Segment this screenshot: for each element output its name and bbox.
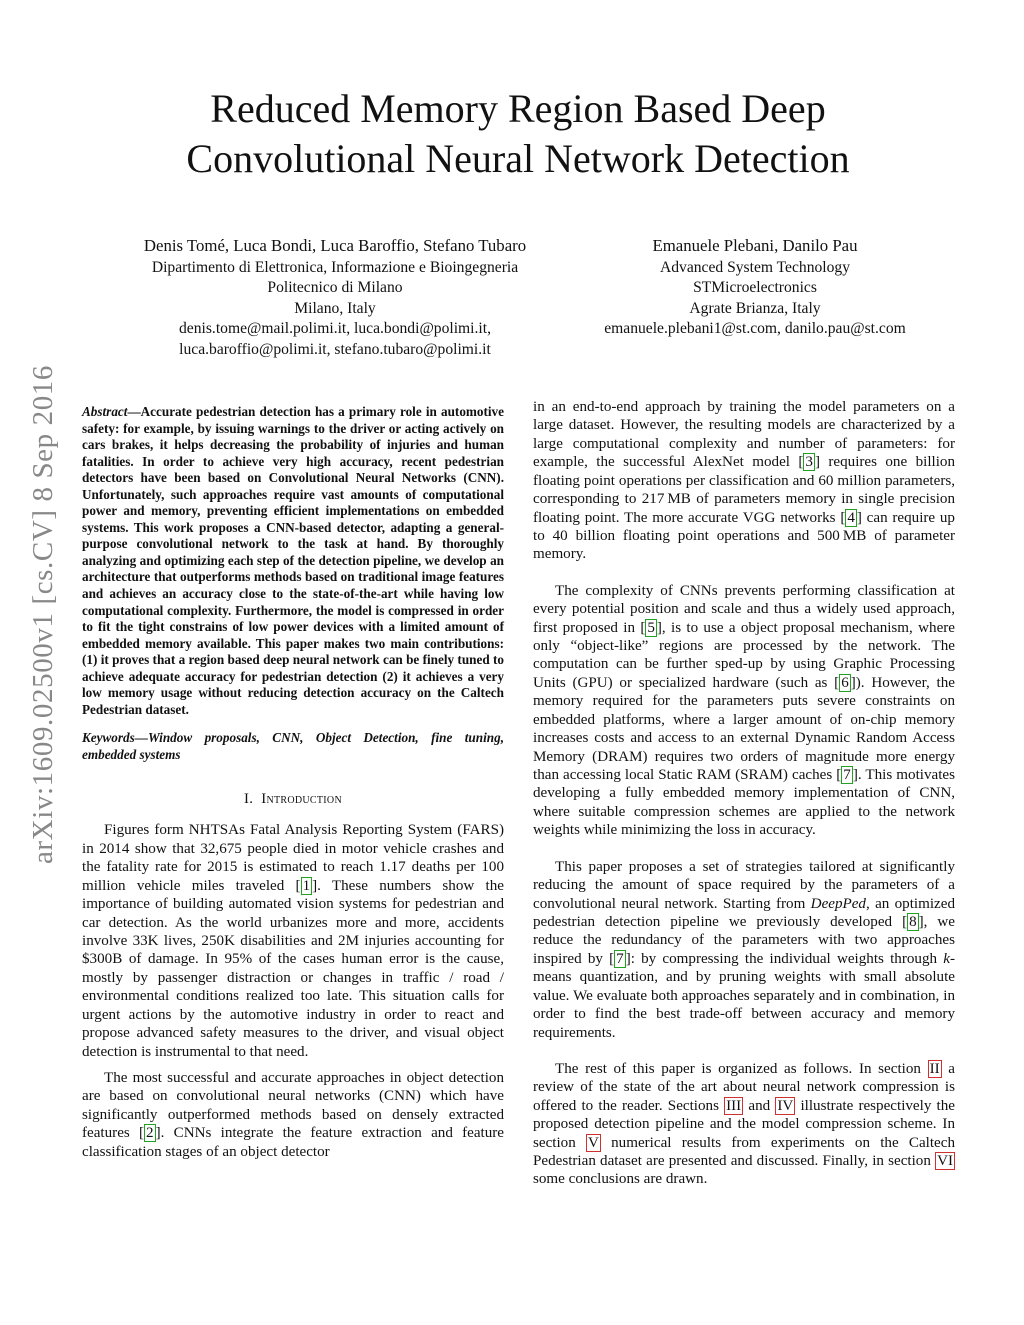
- affiliation-department: Dipartimento di Elettronica, Informazione e Bioingegneria: [151, 258, 519, 276]
- citation-link[interactable]: 8: [909, 913, 917, 930]
- author-emails-2: luca.baroffio@polimi.it, stefano.tubaro@polimi.it: [179, 340, 491, 358]
- text-run: some conclusions are drawn.: [533, 1171, 708, 1188]
- citation-link[interactable]: 7: [616, 950, 624, 967]
- author-block-right: [555, 236, 955, 340]
- section-link[interactable]: VI: [937, 1153, 953, 1170]
- intro-paragraph-3: in an end-to-end approach by training the model parameters on a large dataset. However, the resulting models are characterized by a large computational complexity and number of parameters: for example, the successful AlexNet model [ 3 ] requires one billion floating point operations per classification and 60 million parameters, corresponding to 217 MB of parameters memory in single precision floating point. The more accurate VGG networks [ 4 ] can require up to 40 billion floating point operations and 500 MB of parameter memory.: [533, 399, 955, 563]
- text-run: , we reduce the redundancy of the parameters with two approaches inspired by: [533, 913, 956, 967]
- text-run: The complexity of CNNs prevents performing classification at every potential position and scale and thus a widely used approach, first proposed in: [533, 582, 955, 636]
- text-run: The most successful and accurate approaches in object detection are based on convolutional neural networks (CNN) which have significantly outperformed methods based on densely extracted features: [82, 1069, 504, 1142]
- text-run: numerical results from experiments on the Caltech Pedestrian dataset are presented and discussed. Finally, in section: [533, 1134, 955, 1170]
- text-run: in an end-to-end approach by training the model parameters on a large dataset. However, the resulting models are characterized by a large computational complexity and number of parameters: for example, the successful AlexNet model: [533, 399, 955, 471]
- paper-title: [90, 84, 946, 184]
- abstract-text: Accurate pedestrian detection has a primary role in automotive safety: for example, by issuing warnings to the driver or acting actively on cars brakes, it helps decreasing the probability of injuries and human fatalities. In order to achieve very high accuracy, recent pedestrian detectors have been based on Convolutional Neural Networks (CNN). Unfortunately, such approaches require vast amounts of computational power and memory, preventing efficient implementations on embedded systems. This work proposes a CNN-based detector, adapting a general-purpose convolutional network to the task at hand. By thoroughly analyzing and optimizing each step of the detection pipeline, we develop an architecture that outperforms methods based on traditional image features and achieves an accuracy close to the state-of-the-art while having low computational complexity. Furthermore, the model is compressed in order to fit the tight constrains of low power devices with a limited amount of embedded memory available. This paper makes two main contributions: (1) it proves that a region based deep neural network can be finely tuned to achieve adequate accuracy for pedestrian detection (2) it achieves a very low memory usage without reducing detection accuracy on the Caltech Pedestrian dataset.: [82, 404, 504, 717]
- section-heading: [82, 791, 504, 808]
- text-run: : by compressing the individual weights through: [630, 950, 944, 967]
- text-run: ). However, the memory required for the parameters puts severe constraints on embedded platforms, where a larger amount of on-chip memory increases costs and access to an external Dynamic Random Access Memory (DRAM) requires two orders of magnitude more energy than accessing local Static RAM (SRAM) caches: [533, 674, 955, 784]
- author-block-left: [100, 236, 570, 361]
- affiliation-company: STMicroelectronics: [693, 279, 817, 297]
- text-run: The rest of this paper is organized as follows. In section: [555, 1060, 928, 1077]
- affiliation-city: Milano, Italy: [294, 299, 376, 317]
- section-link[interactable]: V: [587, 1134, 599, 1151]
- text-run: requires one billion floating point operations per classification and 60 million parameters, corresponding to 217 MB of parameters memory in single precision floating point. The more accurate VGG networks: [533, 454, 955, 526]
- author-names-right: Emanuele Plebani, Danilo Pau: [652, 236, 858, 255]
- text-run: . CNNs integrate the feature extraction and feature classification stages of an object detector: [82, 1125, 504, 1160]
- citation-link[interactable]: 1: [302, 877, 311, 894]
- citation-link[interactable]: 2: [146, 1125, 154, 1142]
- author-emails-right: emanuele.plebani1@st.com, danilo.pau@st.com: [604, 320, 906, 338]
- author-emails-1: denis.tome@mail.polimi.it, luca.bondi@polimi.it,: [179, 320, 491, 338]
- title-line-1: Reduced Memory Region Based Deep: [210, 86, 826, 131]
- citation-link[interactable]: 3: [805, 454, 813, 471]
- author-names-left: Denis Tomé, Luca Bondi, Luca Baroffio, Stefano Tubaro: [143, 236, 527, 255]
- arxiv-stamp: arXiv:1609.02500v1 [cs.CV] 8 Sep 2016: [27, 365, 59, 865]
- intro-paragraph-2: The most successful and accurate approaches in object detection are based on convolutional neural networks (CNN) which have significantly outperformed methods based on densely extracted features [ 2 ]. CNNs integrate the feature extraction and feature classification stages of an object detector: [82, 1069, 504, 1160]
- citation-link[interactable]: 6: [841, 674, 849, 691]
- text-run: . This motivates developing a fully embedded memory implementation of CNN, where suitable compression schemes are applied to the network weights while minimizing the loss in accuracy.: [533, 767, 955, 839]
- keywords-text: Window proposals, CNN, Object Detection, fine tuning, embedded systems: [82, 730, 504, 762]
- intro-paragraph-1: Figures form NHTSAs Fatal Analysis Reporting System (FARS) in 2014 show that 32,675 people died in motor vehicle crashes and the fatality rate for 2015 is estimated to reach 1.17 deaths per 100 million vehicle miles traveled [ 1 ]. These numbers show the importance of building automated vision systems for pedestrian and car detection. As the world urbanizes more and more, accidents involve 33K lives, 250K disabilities and 2M injuries accounting for $300B of damage. In 95% of the cases human error is the cause, mostly by passenger distraction or changes in traffic / road / environmental conditions realized too late. This situation calls for urgent actions by the automotive industry in order to react and propose advanced safety measures to the driver, and visual object detection is instrumental to that need.: [82, 822, 504, 1060]
- abstract-label: Abstract: [82, 404, 128, 419]
- text-run: a review of the state of the art about neural network compression is offered to the reader. Sections: [533, 1060, 955, 1114]
- text-run: This paper proposes a set of strategies tailored at significantly reducing the amount of space required by the parameters of a convolutional neural network. Starting from: [533, 858, 955, 912]
- left-column: [82, 398, 504, 1161]
- affiliation-university: Politecnico di Milano: [267, 279, 403, 297]
- text-run: can require up to 40 billion floating point operations and 500 MB of parameter memory.: [533, 509, 955, 563]
- text-run: , an optimized pedestrian detection pipeline we previously developed: [533, 895, 955, 930]
- abstract: Abstract—Accurate pedestrian detection has a primary role in automotive safety: for example, by issuing warnings to the driver or acting actively on cars brakes, it helps decreasing the probability of injuries and human fatalities. In order to achieve very high accuracy, recent pedestrian detectors have been based on Convolutional Neural Networks (CNN). Unfortunately, such approaches require vast amounts of computational power and memory, preventing efficient implementations on embedded systems. This work proposes a CNN-based detector, adapting a general-purpose convolutional network to the task at hand. By thoroughly analyzing and optimizing each step of the detection pipeline, we develop an architecture that outperforms methods based on traditional image features and achieves an accuracy close to the state-of-the-art while having low computational complexity. Furthermore, the model is compressed in order to fit the tight constrains of low power devices with a limited amount of embedded memory available. This paper makes two main contributions: (1) it proves that a region based deep neural network can be finely tuned to achieve adequate accuracy for pedestrian detection (2) it achieves a very low memory usage without reducing detection accuracy on the Caltech Pedestrian dataset.: [82, 404, 504, 717]
- text-run: Figures form NHTSAs Fatal Analysis Reporting System (FARS) in 2014 show that 32,675 people died in motor vehicle crashes and the fatality rate for 2015 is estimated to reach 1.17 deaths per 100 million vehicle miles traveled: [82, 822, 504, 894]
- citation-link[interactable]: 4: [847, 509, 855, 526]
- text-run: and: [743, 1097, 776, 1114]
- affiliation-group: Advanced System Technology: [659, 258, 851, 276]
- emphasis: k: [943, 950, 950, 967]
- section-number: I.: [244, 791, 254, 808]
- keywords: Keywords—Window proposals, CNN, Object Detection, fine tuning, embedded systems: [82, 730, 504, 762]
- title-line-2: Convolutional Neural Network Detection: [186, 136, 850, 181]
- text-run: illustrate respectively the proposed detection pipeline and the model compression scheme. In section: [533, 1097, 955, 1151]
- intro-paragraph-4: The complexity of CNNs prevents performing classification at every potential position and scale and thus a widely used approach, first proposed in [ 5 ], is to use a object proposal mechanism, where only “object-like” regions are processed by the network. The computation can be further sped-up by using Graphic Processing Units (GPU) or specialized hardware (such as [ 6 ]). However, the memory required for the parameters puts severe constraints on embedded platforms, where a larger amount of on-chip memory increases costs and access to an external Dynamic Random Access Memory (DRAM) requires two orders of magnitude more energy than accessing local Static RAM (SRAM) caches [ 7 ]. This motivates developing a fully embedded memory implementation of CNN, where suitable compression schemes are applied to the network weights while minimizing the loss in accuracy.: [533, 582, 955, 839]
- section-title: Introduction: [261, 791, 342, 808]
- text-run: , is to use a object proposal mechanism, where only “object-like” regions are processed by the network. The computation can be further sped-up by using Graphic Processing Units (GPU) or specialized hardware (such as: [533, 619, 955, 691]
- citation-link[interactable]: 5: [647, 619, 655, 636]
- text-run: . These numbers show the importance of building automated vision systems for pedestrian and car detection. As the world urbanizes more and more, accidents involve 33K lives, 250K disabilities and 2M injuries accounting for $300B of damage. In 95% of the cases human error is the cause, mostly by passenger distraction or changes in traffic / road / environmental conditions realized too late. This situation calls for urgent actions by the automotive industry in order to react and propose advanced safety measures to the driver, and visual object detection is instrumental to that need.: [82, 877, 504, 1060]
- text-run: -means quantization, and by pruning weights with small absolute value. We evaluate both approaches separately and in combination, in order to find the best trade-off between accuracy and memory requirements.: [533, 950, 955, 1041]
- intro-paragraph-5: This paper proposes a set of strategies tailored at significantly reducing the amount of space required by the parameters of a convolutional neural network. Starting from DeepPed, an optimized pedestrian detection pipeline we previously developed [ 8 ], we reduce the redundancy of the parameters with two approaches inspired by [ 7 ]: by compressing the individual weights through k-means quantization, and by pruning weights with small absolute value. We evaluate both approaches separately and in combination, in order to find the best trade-off between accuracy and memory requirements.: [533, 858, 956, 1041]
- section-link[interactable]: IV: [777, 1097, 794, 1114]
- emphasis: DeepPed: [810, 895, 866, 912]
- intro-paragraph-6: [533, 1060, 955, 1189]
- right-column: [533, 398, 955, 1189]
- citation-link[interactable]: 7: [843, 767, 851, 784]
- section-link[interactable]: III: [726, 1097, 742, 1114]
- keywords-label: Keywords: [82, 730, 135, 746]
- affiliation-location: Agrate Brianza, Italy: [689, 299, 821, 317]
- section-link[interactable]: II: [929, 1060, 940, 1077]
